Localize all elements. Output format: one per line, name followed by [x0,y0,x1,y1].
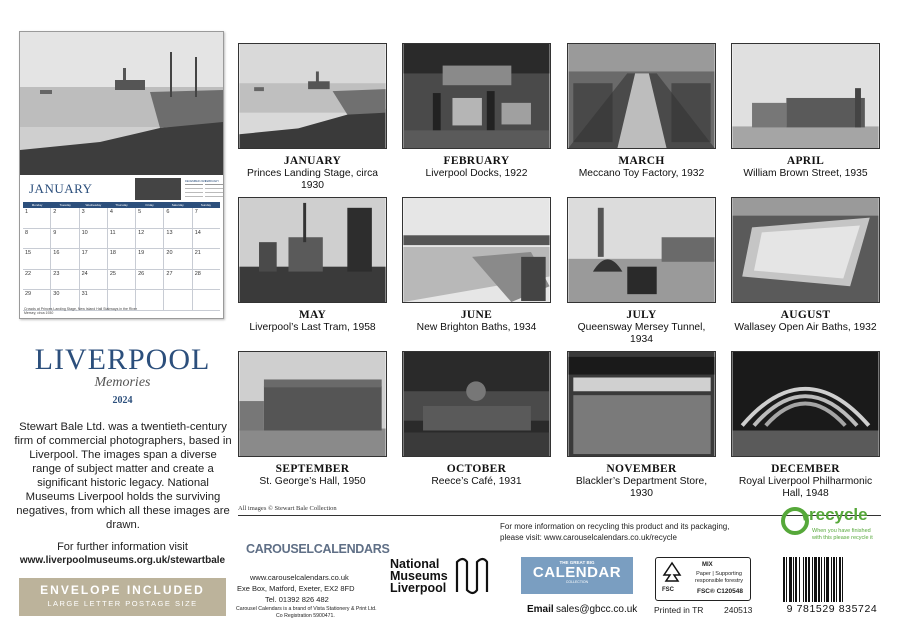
month-caption: Liverpool’s Last Tram, 1958 [249,322,376,333]
month-caption: Liverpool Docks, 1922 [425,168,528,179]
month-tile-may [238,197,387,334]
day-cell [193,290,220,310]
month-caption: Wallasey Open Air Baths, 1932 [734,322,877,333]
day-cell: 19 [136,249,164,269]
mini-calendar-february-title: FEBRUARY [205,180,220,183]
fsc-paper: Paper | Supporting responsible forestry [695,571,743,584]
gbc-bottom: COLLECTION [565,580,589,584]
calendar-week-row [23,208,220,229]
barcode-bar [795,557,797,602]
calendar-week-row [23,249,220,270]
day-cell: 4 [108,208,136,228]
nml-line-3: Liverpool [390,581,447,595]
barcode-bar [812,557,813,602]
month-name: NOVEMBER [606,463,677,475]
recycling-info [500,521,729,543]
barcode-bar [783,557,785,602]
month-tile-november [567,351,716,500]
photo-philharmonic-hall [731,351,880,457]
product-code: 240513 [724,605,753,615]
month-tile-january [238,43,387,192]
description-text: Stewart Bale Ltd. was a twentieth-century firm of commercial photographers, based in Liverpool. The images span a diverse range of subject matter and create a significant historic legacy. National Museums Liverpool holds the surviving negatives, from which all these images are drawn. [14,421,232,531]
month-tile-april [731,43,880,180]
barcode-bar [803,557,804,602]
day-cell: 15 [23,249,51,269]
month-caption: Queensway Mersey Tunnel, 1934 [577,322,706,345]
fsc-tree-icon [660,561,684,585]
month-tile-october [402,351,551,488]
photo-liverpool-docks [402,43,551,149]
month-tile-march [567,43,716,180]
weekday: Monday [31,203,43,207]
barcode-bar [786,557,787,602]
day-cell: 8 [23,229,51,249]
photo-blacklers-store [567,351,716,457]
barcode-icon [781,557,881,602]
weekday: Tuesday [59,203,71,207]
month-caption: New Brighton Baths, 1934 [416,322,537,333]
recycling-line-2[interactable]: please visit: www.carouselcalendars.co.uk/recycle [500,533,677,542]
photo-meccano-toy-factory [567,43,716,149]
calendar-week-row [23,270,220,291]
month-tile-june [402,197,551,334]
day-cell: 22 [23,270,51,290]
barcode-bar [824,557,825,602]
product-subtitle: Memories [94,375,151,390]
nml-line-1: National [390,557,440,571]
photo-wallasey-baths [731,197,880,303]
barcode-bar [821,557,822,602]
barcode-bar [836,557,837,602]
mini-calendar-december [185,178,207,202]
national-museums-liverpool-logo [390,558,448,594]
weekday: Friday [145,203,154,207]
day-cell: 20 [164,249,192,269]
day-cell: 9 [51,229,79,249]
calendar-preview [19,31,224,319]
month-name: OCTOBER [446,463,507,475]
recycle-caption-2: with this please recycle it [812,535,873,541]
preview-footnote: Crowds at Princes Landing Stage, New Island Hall Stairways in the River Mersey, circa 1930 [24,307,138,315]
barcode-bar [793,557,794,602]
day-cell: 30 [51,290,79,310]
fsc-label: FSC [662,587,674,593]
cover-photo-princes-landing-stage [20,32,223,175]
month-caption: Royal Liverpool Philharmonic Hall, 1948 [738,476,873,499]
day-cell: 25 [108,270,136,290]
carousel-calendars-logo: CAROUSELCALENDARS [246,542,390,556]
nml-line-2: Museums [390,569,448,583]
gbc-main: CALENDAR [532,564,622,581]
day-cell: 24 [80,270,108,290]
day-cell: 28 [194,270,201,277]
day-cell: 27 [164,270,192,290]
photo-queensway-tunnel [567,197,716,303]
barcode-bar [826,557,829,602]
month-caption: Reece’s Café, 1931 [431,476,522,487]
carousel-brand-note: Carousel Calendars is a brand of Vista Stationery & Print Ltd. [236,606,377,612]
recycle-caption-1: When you have finished [812,528,871,534]
month-name: AUGUST [780,309,831,321]
day-cell: 29 [23,290,51,310]
month-caption: St. George’s Hall, 1950 [259,476,366,487]
fsc-badge [655,557,751,601]
email-address[interactable]: sales@gbcc.co.uk [556,604,638,615]
day-cell: 3 [80,208,108,228]
day-cell: 2 [51,208,79,228]
preview-thumbnail [135,178,181,200]
photo-princes-landing-stage [238,43,387,149]
mini-calendar-february [205,178,223,202]
day-cell: 31 [80,290,108,310]
photo-st-georges-hall [238,351,387,457]
printed-in: Printed in TR [654,605,704,615]
barcode-bar [814,557,817,602]
day-cell: 5 [136,208,164,228]
day-cell: 10 [80,229,108,249]
day-cell: 1 [23,208,51,228]
barcode-bar [799,557,800,602]
month-name: SEPTEMBER [275,463,350,475]
info-label: For further information visit [57,541,188,553]
barcode-bar [839,557,841,602]
month-name: MARCH [618,155,665,167]
month-name: JULY [626,309,657,321]
weekday: Sunday [200,203,211,207]
month-tile-september [238,351,387,488]
info-url[interactable]: www.liverpoolmuseums.org.uk/stewartbale [19,555,226,566]
day-cell: 16 [51,249,79,269]
gbc-top: THE GREAT BIG [559,560,595,565]
envelope-title: ENVELOPE INCLUDED [40,583,205,597]
barcode-bar [842,557,843,602]
day-cell: 17 [80,249,108,269]
barcode-bar [833,557,835,602]
day-cell: 26 [136,270,164,290]
weekday: Wednesday [85,203,102,207]
day-cell: 7 [194,209,198,215]
product-year: 2024 [112,395,133,406]
month-caption: Blackler’s Department Store, 1930 [575,476,708,499]
weekday: Saturday [171,203,184,207]
envelope-subtitle: LARGE LETTER POSTAGE SIZE [47,599,198,608]
day-cell: 11 [108,229,136,249]
month-tile-december [731,351,880,500]
photo-last-tram [238,197,387,303]
month-name: FEBRUARY [443,155,510,167]
weekday: Thursday [115,203,128,207]
recycling-line-1: For more information on recycling this product and its packaging, [500,522,730,531]
month-name: MAY [298,309,327,321]
recycle-logo-word: recycle [809,505,868,524]
day-cell: 23 [51,270,79,290]
barcode-bar [818,557,820,602]
carousel-telephone: Tel. 01392 826 482 [265,595,329,604]
preview-month-title: JANUARY [29,181,93,196]
product-title: LIVERPOOL [34,343,211,376]
month-name: JANUARY [283,155,342,167]
carousel-website[interactable]: www.carouselcalendars.co.uk [250,573,349,582]
barcode-bar [831,557,832,602]
recycle-logo-caption [812,528,873,542]
day-cell: 21 [194,250,201,256]
month-tile-july [567,197,716,346]
isbn-number: 9 781529 835724 [786,603,878,615]
month-name: DECEMBER [771,463,840,475]
great-big-calendar-logo [521,557,633,594]
month-tile-august [731,197,880,334]
barcode-bar [808,557,810,602]
fsc-mix: MIX [702,562,713,568]
nml-wave-icon [455,558,493,594]
day-cell: 18 [108,249,136,269]
month-caption: William Brown Street, 1935 [743,168,868,179]
envelope-banner [19,578,226,616]
month-caption: Meccano Toy Factory, 1932 [578,168,705,179]
carousel-address: Exe Box, Matford, Exeter, EX2 8FD [237,584,355,593]
calendar-grid [23,202,220,311]
barcode-bar [805,557,807,602]
photo-reeces-cafe [402,351,551,457]
day-cell: 14 [194,229,201,236]
month-caption: Princes Landing Stage, circa 1930 [246,168,379,191]
calendar-week-row [23,229,220,250]
month-tile-february [402,43,551,180]
day-cell: 6 [164,208,192,228]
day-cell: 12 [136,229,164,249]
photo-william-brown-street [731,43,880,149]
email-label: Email [527,604,554,615]
fsc-code: FSC® C120548 [697,588,743,595]
month-name: JUNE [460,309,493,321]
photo-credit: All images © Stewart Bale Collection [238,505,337,512]
day-cell [164,290,192,310]
barcode-bar [789,557,792,602]
day-cell: 13 [164,229,192,249]
month-name: APRIL [786,155,825,167]
photo-new-brighton-baths [402,197,551,303]
carousel-registration: Co Registration 5900471. [276,613,335,619]
mini-calendar-december-title: DECEMBER 2023 [185,180,207,183]
